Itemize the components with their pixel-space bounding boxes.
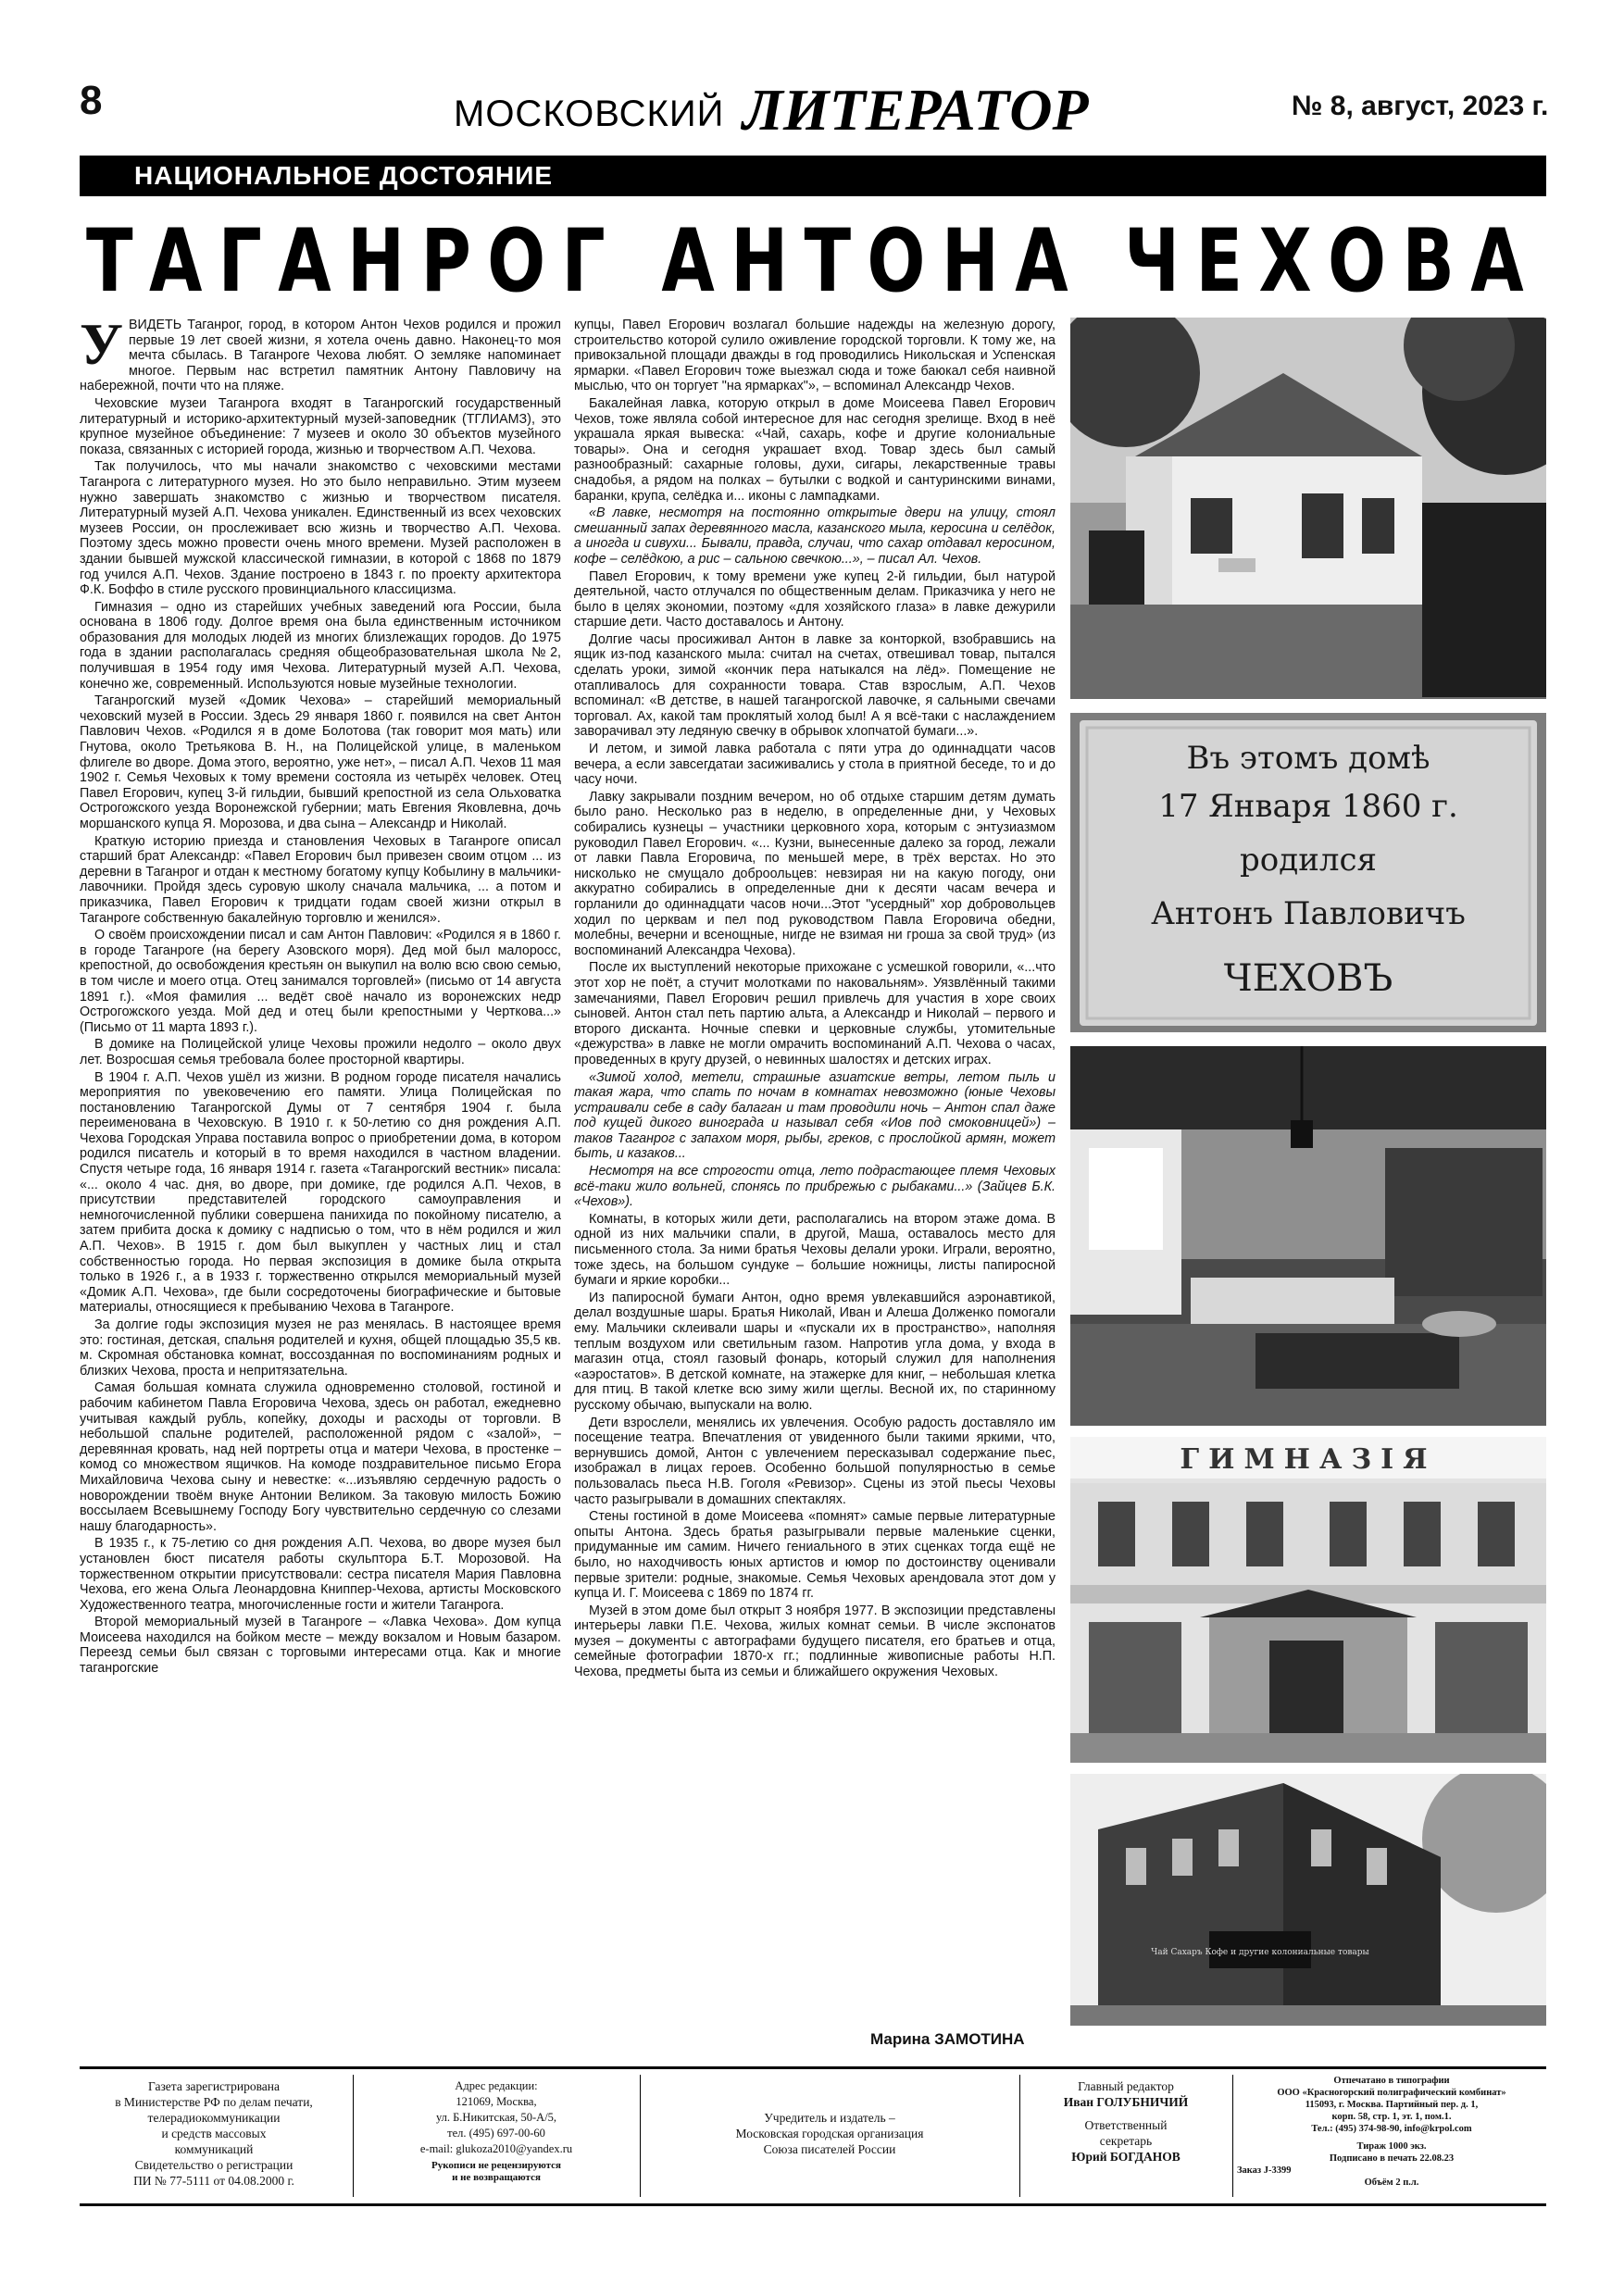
article-paragraph: Дети взрослели, менялись их увлечения. Особую радость доставляло им посещение театра. Впечатления от увиденного были такими яркими, что, вернувшись домой, Антон с увлечением пересказывал содержание пьес, изображал в лицах героев. Особенно большой популярностью в семье пользовалась пьеса Н.В. Гоголя «Ревизор». Сцены из этой пьесы Чеховы часто разыгрывали в домашних спектаклях. [574, 1415, 1056, 1507]
article-paragraph: Лавку закрывали поздним вечером, но об отдыхе старшим детям думать было рано. Несколько раз в неделю, в определенные дни, у Чеховых собирались кузнецы – участники церковного хора, которым с энтузиазмом руководил Павел Егорович. «... Кузни, вынесенные далеко за город, лежали от лавки Павла Егоровича, по меньшей мере, в трёх верстах. Но это нисколько не смущало доброольцев: невзирая ни на какую погоду, они аккуратно собирались в определенные дни к десяти часам вечера и горланили до одиннадцати часов ночи...Этот "усердный" хор добровольцев ходил по церквам и пел под руководством Павла Егоровича обедни, молебны, вечерни и всенощные, нигде не взимая ни гроша за свой труд» (из воспоминаний Александра Чехова). [574, 789, 1056, 958]
drop-cap: У [80, 318, 123, 377]
plaque-line: Въ этомъ домѣ [1186, 740, 1430, 777]
footer-founder: Учредитель и издатель – Московская городская организация Союза писателей России [735, 2111, 924, 2156]
article-paragraph: «В лавке, несмотря на постоянно открытые двери на улицу, стоял смешанный запах деревянного масла, казанского мыла, керосина и селёдок, а иногда и сивухи... Бывали, правда, случаи, что сахар отдавал керосином, кофе – селёдкою, а рис – сальною свечкою...», – писал Ал. Чехов. [574, 505, 1056, 567]
footer-editor: Главный редактор Иван ГОЛУБНИЧИЙ Ответственный секретарь Юрий БОГДАНОВ [1063, 2079, 1189, 2164]
article-paragraph: Второй мемориальный музей в Таганроге – «Лавка Чехова». Дом купца Моисеева находился на бойком месте – между вокзалом и Новым базаром. Переезд семьи был связан с торговыми интересами отца. Как и многие таганрогские [80, 1615, 561, 1677]
article-paragraph: После их выступлений некоторые прихожане с усмешкой говорили, «...что этот хор не поёт, а стучит молотками по наковальням». Уязвлённый такими замечаниями, Павел Егорович решил привлечь для участия в хоре своих сыновей. Антон стал петь партию альта, а Александр и Николай – первого и второго дисканта. Ночные спевки и церковные службы, утомительные «дежурства» в лавке не могли омрачить воспоминаний А.П. Чехова о часах, проведенных в кругу друзей, о невинных шалостях и детских играх. [574, 960, 1056, 1067]
article-paragraph: Гимназия – одно из старейших учебных заведений юга России, была основана в 1806 году. Долгое время она была единственным источником образования для молодых людей из многих близлежащих городов. До 1975 года в здании располагалась средняя общеобразовательная школа №2, получившая в 1954 году имя Чехова. Литературный музей А.П. Чехова, конечно же, современный. Используются новые музейные технологии. [80, 599, 561, 692]
photo-interior-room [1070, 1046, 1546, 1426]
article-paragraph: Самая большая комната служила одновременно столовой, гостиной и рабочим кабинетом Павла Егоровича Чехова, здесь он работал, ежедневно учитывая каждый рубль, копейку, доходы и расходы от торговли. В небольшой спальне родителей, расположенной рядом с «залой», – деревянная кровать, над ней портреты отца и матери Чехова, в простенке – комод со множеством ящичков. На комоде поздравительное письмо Егора Михайловича Чехова сыну и невестке: «...изъявляю сердечную радость о новорождении твоём внуке Антонии Великом. За таковую милость Божию воссылаем Всевышнему Господу Богу чувствительно сердечную со слезами нашу благодарность». [80, 1380, 561, 1534]
svg-text:ТАГАНРОГ АНТОНА ЧЕХОВА: ТАГАНРОГ АНТОНА ЧЕХОВА [86, 211, 1540, 307]
article-paragraph: И летом, и зимой лавка работала с пяти утра до одиннадцати часов вечера, а если завсегдатаи засиживались у стола в приятной беседе, то и до часу ночи. [574, 742, 1056, 788]
article-column-1 [80, 318, 561, 2040]
article-paragraph: В 1935 г., к 75-летию со дня рождения А.П. Чехова, во дворе музея был установлен бюст писателя работы скульптора Б.Т. Морозовой. На торжественном открытии присутствовали: сестра писателя Мария Павловна Чехова, его жена Ольга Леонардовна Книппер-Чехова, артисты Московского Художественного театра, многочисленные гости и жители Таганрога. [80, 1536, 561, 1613]
gymnasium-sign: ГИМНАЗІЯ [1180, 1443, 1437, 1476]
masthead-small: МОСКОВСКИЙ [454, 94, 725, 134]
footer-registration: Газета зарегистрирована в Министерстве РФ по делам печати, телерадиокоммуникации и средств массовых коммуникаций Свидетельство о регистрации ПИ № 77-5111 от 04.08.2000 г. [115, 2079, 313, 2188]
rubric: НАЦИОНАЛЬНОЕ ДОСТОЯНИЕ [134, 161, 554, 190]
page-number: 8 [80, 78, 103, 123]
photo-chekhov-shop [1070, 1774, 1546, 2026]
photo-memorial-plaque [1070, 713, 1546, 1032]
photo-chekhov-house [1070, 318, 1546, 699]
article-paragraph: Так получилось, что мы начали знакомство с чеховскими местами Таганрога с литературного музея. Но это было неправильно. Этим музеем нужно завершать знакомство с жизнью и творчеством писателя. Литературный музей А.П. Чехова уникален. Единственный из всех чеховских музеев России, он прослеживает всю жизнь и творчество А.П. Чехова. Поэтому здесь можно провести очень много времени. Музей расположен в здании бывшей мужской классической гимназии, в которой с 1868 по 1879 год учился А.П. Чехов. Здание построено в 1843 г. по проекту архитектора Ф.К. Боффо в стиле русского провинциального классицизма. [80, 459, 561, 598]
shop-sign: Чай Сахаръ Кофе и другие колониальные товары [1151, 1948, 1369, 1957]
article-author: Марина ЗАМОТИНА [870, 2030, 1025, 2048]
article-paragraph: Несмотря на все строгости отца, лето подрастающее племя Чеховых всё-таки жило вольней, спонясь по прибрежью с рыбаками...» (Зайцев Б.К. «Чехов»). [574, 1164, 1056, 1210]
article-paragraph: Таганрогский музей «Домик Чехова» – старейший мемориальный чеховский музей в России. Здесь 29 января 1860 г. появился на свет Антон Павлович Чехов. «Родился я в доме Болотова (так говорит моя мать) или Гнутова, около Третьякова В. Н., на Полицейской улице, в маленьком флигеле во дворе. Дома этого, вероятно, уже нет», – писал А.П. Чехов 11 мая 1902 г. Семья Чеховых к тому времени состояла из четырёх человек. Отец Павел Егорович, купец 3-й гильдии, бывший крепостной из села Ольховатка Острогожского уезда Воронежской губернии; мать Евгения Яковлевна, дочь моршанского купца Я. Морозова, и два сына – Александр и Николай. [80, 693, 561, 831]
article-paragraph: В домике на Полицейской улице Чеховы прожили недолго – около двух лет. Возросшая семья требовала более просторной квартиры. [80, 1037, 561, 1067]
article-paragraph: Из папиросной бумаги Антон, одно время увлекавшийся аэронавтикой, делал воздушные шары. Братья Николай, Иван и Алеша Долженко помогали ему. Мальчики склеивали шары и «пускали их в пространство», наполняя теплым воздухом или светильным газом. Напротив угла дома, у входа в магазин отца, стоял газовый фонарь, который служил для наполнения «аэростатов». В детской комнате, на этажерке для книг, – небольшая клетка для птиц. В такой клетке всю зиму жили щеглы. Весной их, по старинному русскому обычаю, выпускали на волю. [574, 1290, 1056, 1413]
article-paragraph: Краткую историю приезда и становления Чеховых в Таганроге описал старший брат Александр: «Павел Егорович был привезен своим отцом ... из деревни в Таганрог и отдан к местному богатому купцу Кобылину в мальчики-лавочники. Пройдя здесь суровую школу сначала мальчика, ... а потом и приказчика, Павел Егорович к тридцати годам своей жизни открыл в Таганроге собственную бакалейную торговлю и женился». [80, 833, 561, 926]
article-paragraph: О своём происхождении писал и сам Антон Павлович: «Родился я в 1860 г. в городе Таганроге (на берегу Азовского моря). Дед мой был малоросс, крепостной, до освобождения крестьян он выкупил на волю всю свою семью, в том числе и моего отца. Отец занимался торговлей» (письмо от 14 августа 1891 г.). «Моя фамилия ... ведёт своё начало из воронежских недр Острогожского уезда. Мой дед и отец были крепостными у Черткова...» (Письмо от 11 марта 1893 г.). [80, 928, 561, 1035]
masthead-big: ЛИТЕРАТОР [743, 77, 1089, 143]
article-paragraph: Бакалейная лавка, которую открыл в доме Моисеева Павел Егорович Чехов, тоже являла собой интересное для нас сегодня зрелище. Вход в неё украшала яркая вывеска: «Чай, сахарь, кофе и другие колониальные товары». Она и сегодня украшает вход. Товар здесь был самый разнообразный: сахарные головы, духи, сигары, лекарственные травы снадобья, а рядом на полках – бутылки с водкой и сантуринскими винами, баранки, крупа, селёдка и... иконы с лампадками. [574, 395, 1056, 504]
footer-address: Адрес редакции: 121069, Москва, ул. Б.Никитская, 50-А/5, тел. (495) 697-00-60 e-mail: glukoza2010@yandex.ru Рукописи не рецензируются и не возвращаются [419, 2079, 573, 2183]
article-paragraph: Комнаты, в которых жили дети, располагались на втором этаже дома. В одной из них мальчики спали, в другой, Маша, оставалось место для письменного стола. За ними братья Чеховы делали уроки. Играли, вероятно, тоже здесь, на большом сундуке – большие ножницы, листы папиросной бумаги и яркие коробки... [574, 1211, 1056, 1289]
article-paragraph: УВИДЕТЬ Таганрог, город, в котором Антон Чехов родился и прожил первые 19 лет своей жизни, я хотела очень давно. Наконец-то моя мечта сбылась. В Таганроге Чехова любят. О земляке напоминает многое. Первым нас встретил памятник Антону Павловичу на набережной, почти что на пляже. [80, 318, 561, 394]
article-column-2 [574, 318, 1056, 2030]
article-paragraph: Долгие часы просиживал Антон в лавке за конторкой, взобравшись на ящик из-под казанского мыла: считал на счетах, отвешивал товар, пытался сделать уроки, зимой «кончик пера натыкался на лёд». Помещение не отапливалось для сохранности товара. Став взрослым, А.П. Чехов вспоминал: «В детстве, в нашей таганрогской лавочке, я сальными свечами торговал. Ах, какой там проклятый холод был! А я всё-таки с наслаждением заворачивал эту ледяную свечку в обрывок хлопчатой бумаги...». [574, 631, 1056, 740]
plaque-line: 17 Января 1860 г. [1158, 788, 1458, 825]
article-paragraph: купцы, Павел Егорович возлагал большие надежды на железную дорогу, строительство которой сулило оживление городской торговли. К тому же, на привокзальной площади дважды в год проводились Никольская и Успенская ярмарки. «Павел Егорович тоже выезжал сюда и тоже баюкал себя наивной мыслью, что он торгует "на ярмарках"», – вспоминал Александр Чехов. [574, 318, 1056, 394]
article-paragraph: Павел Егорович, к тому времени уже купец 2-й гильдии, был натурой деятельной, часто отлучался по общественным делам. Приказчика у него не было в целях экономии, поэтому «для хозяйского глаза» в лавке дежурили старшие дети. Часто доставалось и Антону. [574, 568, 1056, 630]
photo-gymnasium [1070, 1437, 1546, 1763]
headline [80, 206, 1546, 307]
footer-imprint [80, 2066, 1546, 2206]
article-paragraph: Музей в этом доме был открыт 3 ноября 1977. В экспозиции представлены интерьеры лавки П.Е. Чехова, жилых комнат семьи. В числе экспонатов музея – документы с автографами будущего писателя, его братьев и отца, семейные фотографии 1870-х гг.; подлинные живописные работы Н.П. Чехова, предметы быта из семьи и ближайшего окружения Чеховых. [574, 1603, 1056, 1680]
issue-number: № 8, август, 2023 г. [1292, 91, 1549, 121]
footer-printer: Отпечатано в типографии ООО «Красногорский полиграфический комбинат» 115093, г. Москва. Партийный пер. д. 1, корп. 58, стр. 1, эт. 1, пом.1. Тел.: (495) 374-98-90, info@krpol.com Тираж 1000 экз. Подписано в печать 22.08.23 Заказ J-3399 Объём 2 п.л. [1237, 2076, 1506, 2188]
plaque-line: ЧЕХОВЪ [1223, 957, 1393, 1000]
article-paragraph: В 1904 г. А.П. Чехов ушёл из жизни. В родном городе писателя начались мероприятия по увековечению его памяти. Улица Полицейская по постановлению Таганрогской Думы от 7 сентября 1904 г. была переименована в Чеховскую. В 1910 г. к 50-летию со дня рождения А.П. Чехова Городская Управа поставила вопрос о приобретении дома, в котором родился писатель и который в то время находился в частном владении. Спустя четыре года, 16 января 1914 г. газета «Таганрогский вестник» писала: «... около 4 час. дня, во дворе, при домике, где родился А.П. Чехов, в присутствии представителей городского самоуправления и немногочисленной публики совершена панихида по покойному писателю, а затем прибита доска к домику с надписью о том, что в нём родился и жил А.П. Чехов». В 1915 г. дом был выкуплен у частных лиц и стал собственностью города. Но первая экспозиция в домике была открыта только в 1926 г., а в 1933 г. торжественно открылся мемориальный музей «Домик А.П. Чехова», где были сосредоточены биографические и бытовые материалы, относящиеся к пребыванию Чехова в Таганроге. [80, 1069, 561, 1316]
article-paragraph: «Зимой холод, метели, страшные азиатские ветры, летом пыль и такая жара, что спать по ночам в комнатах невозможно (юные Чеховы устраивали себе в саду балаган и там проводили ночь – Антон спал даже под кущей дикого винограда и называл себя «Иов под смоковницей») – таков Таганрог с запахом моря, рыбы, греков, с прослойкой армян, может быть, и казаков... [574, 1069, 1056, 1162]
masthead [444, 65, 1176, 148]
article-paragraph: Чеховские музеи Таганрога входят в Таганрогский государственный литературный и историко-архитектурный музей-заповедник (ТГЛИАМЗ), это крупное музейное объединение: 7 музеев и около 30 объектов музейного показа, связанных с историей города, жизнью и творчеством А.П. Чехова. [80, 395, 561, 457]
plaque-line: Антонъ Павловичъ [1151, 895, 1466, 932]
plaque-line: родился [1240, 842, 1377, 879]
article-paragraph: Стены гостиной в доме Моисеева «помнят» самые первые литературные опыты Антона. Здесь братья разыгрывали первые маленькие сценки, придуманные им самим. Ничего гениального в этих сценках тогда ещё не было, но находчивость юных артистов и юмор по достоинству оценивали первые зрители: родные, знакомые. Семья Чеховых арендовала этот дом у купца И. Г. Моисеева с 1869 по 1874 гг. [574, 1509, 1056, 1602]
article-paragraph: За долгие годы экспозиция музея не раз менялась. В настоящее время это: гостиная, детская, спальня родителей и кухня, общей площадью 35,5 кв. м. Скромная обстановка комнат, воссозданная по воспоминаниям родных и близких Чехова, проста и непритязательна. [80, 1317, 561, 1379]
